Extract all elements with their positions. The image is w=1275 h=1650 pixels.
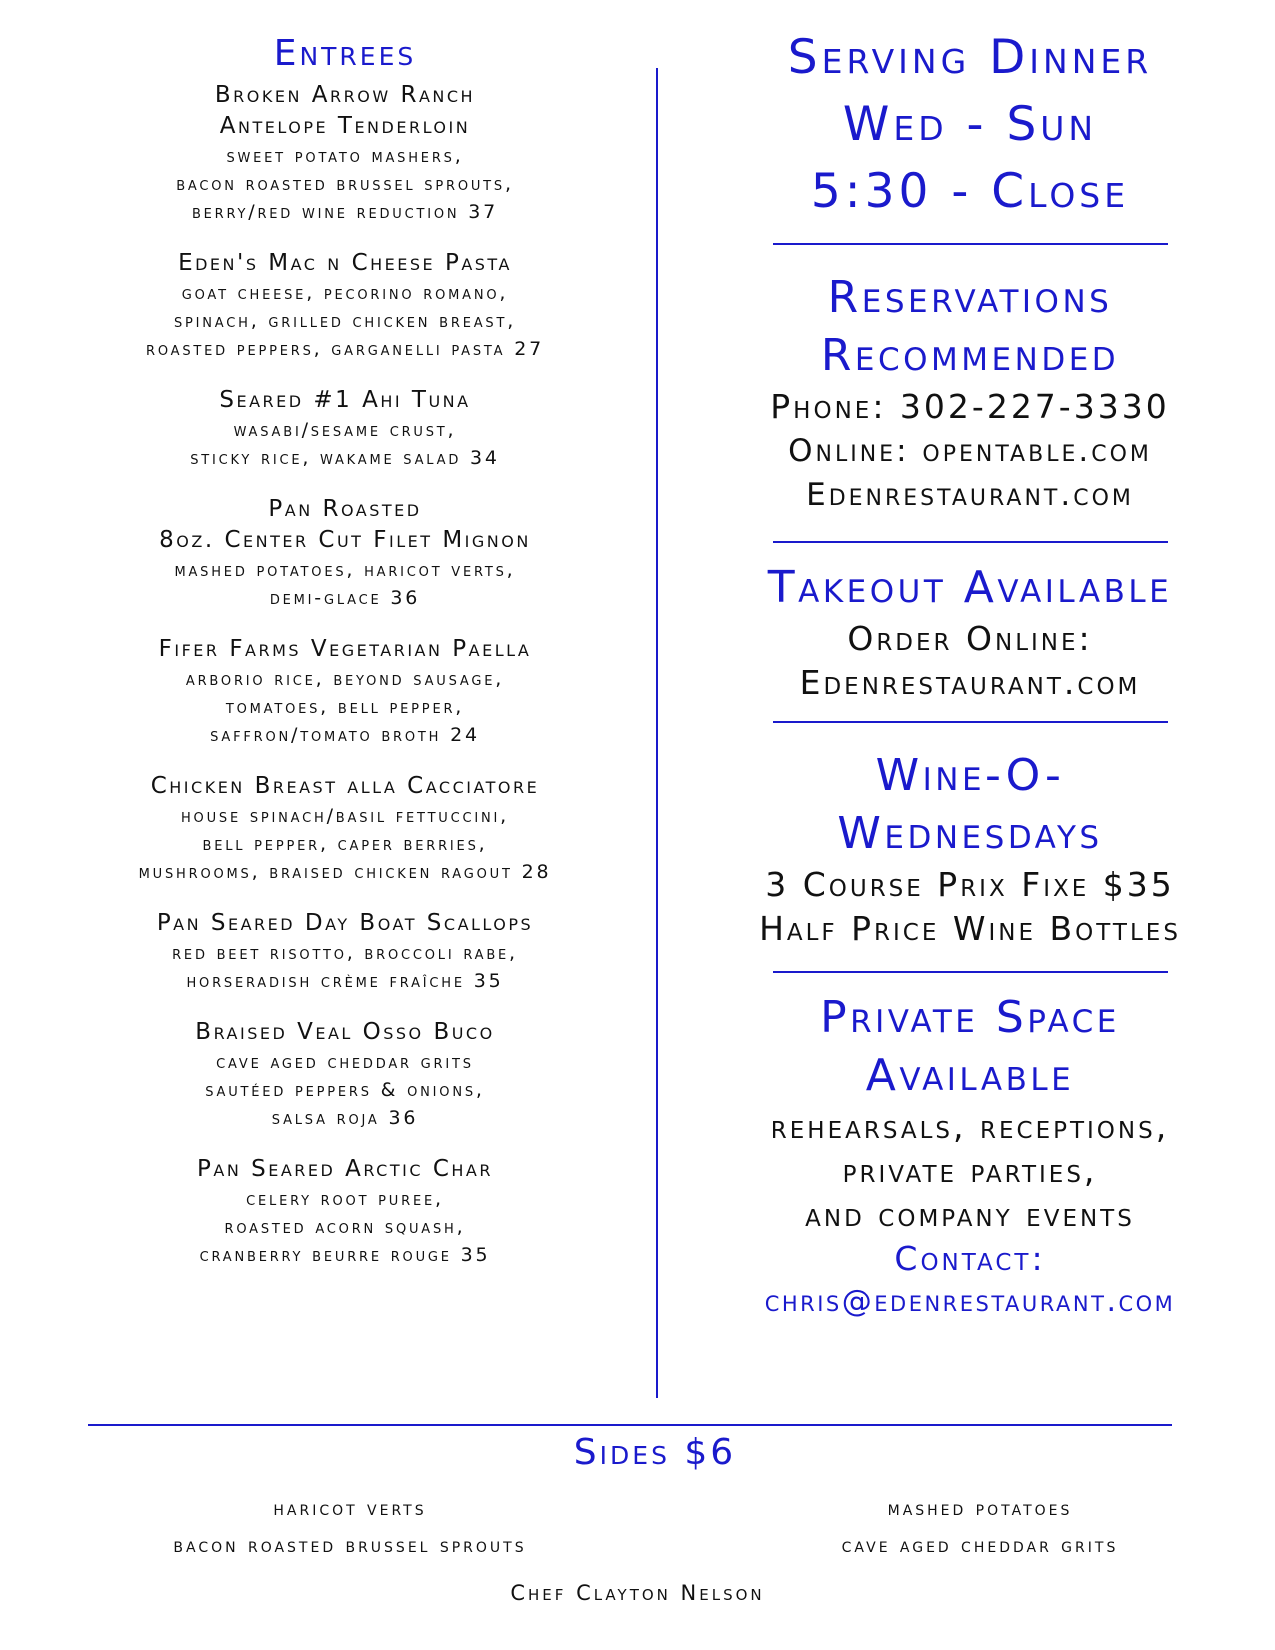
dish-description: red beet risotto, broccoli rabe, horseradish crème fraîche 35	[172, 942, 518, 992]
dish-description: sweet potato mashers, bacon roasted brussel sprouts, berry/red wine reduction 37	[176, 145, 514, 223]
wine-subheading: Wednesdays	[837, 808, 1103, 859]
menu-item	[40, 385, 650, 472]
dish-description: arborio rice, beyond sausage, tomatoes, bell pepper, saffron/tomato broth 24	[185, 668, 505, 746]
side-item: mashed potatoes	[887, 1496, 1073, 1520]
menu-item	[40, 248, 650, 363]
private-events-line3: and company events	[805, 1195, 1135, 1234]
dish-name: Pan Seared Arctic Char	[197, 1156, 493, 1182]
private-events-line1: rehearsals, receptions,	[770, 1107, 1170, 1146]
sides-heading: Sides $6	[573, 1432, 737, 1473]
dish-name: Chicken Breast alla Cacciatore	[150, 773, 540, 799]
dish-description: goat cheese, pecorino romano, spinach, grilled chicken breast, roasted peppers, garganelli pasta 27	[146, 282, 544, 360]
dish-name: Eden's Mac n Cheese Pasta	[178, 250, 512, 276]
dish-description: cave aged cheddar grits sautéed peppers & onions, salsa roja 36	[205, 1051, 485, 1129]
menu-item	[40, 1017, 650, 1132]
reservations-phone: Phone: 302-227-3330	[770, 387, 1170, 426]
dish-description: wasabi/sesame crust, sticky rice, wakame salad 34	[190, 419, 500, 469]
dish-name: Pan Seared Day Boat Scallops	[156, 910, 534, 936]
reservations-website: Edenrestaurant.com	[806, 477, 1134, 513]
dish-name: Fifer Farms Vegetarian Paella	[158, 636, 532, 662]
menu-item	[40, 494, 650, 612]
serving-days: Wed - Sun	[842, 97, 1098, 152]
serving-days-heading: Serving Dinner	[787, 30, 1153, 85]
menu-item	[40, 634, 650, 749]
takeout-website: Edenrestaurant.com	[799, 663, 1141, 702]
sides-list-right	[700, 1490, 1260, 1564]
menu-item	[40, 1154, 650, 1269]
dish-name: Braised Veal Osso Buco	[195, 1019, 495, 1045]
entrees-column	[40, 28, 650, 1291]
takeout-heading: Takeout Available	[767, 562, 1173, 613]
menu-item	[40, 80, 650, 226]
contact-email-link[interactable]: chris@edenrestaurant.com	[764, 1284, 1176, 1319]
dish-description: house spinach/basil fettuccini, bell pepper, caper berries, mushrooms, braised chicken ragout 28	[138, 805, 552, 883]
side-item: haricot verts	[273, 1496, 427, 1520]
dish-name: Seared #1 Ahi Tuna	[219, 387, 471, 413]
wine-prix-fixe: 3 Course Prix Fixe $35	[765, 865, 1175, 904]
dish-name: Pan Roasted 8oz. Center Cut Filet Mignon	[159, 496, 531, 553]
menu-item	[40, 771, 650, 886]
dish-description: mashed potatoes, haricot verts, demi-glace 36	[174, 559, 516, 609]
private-subheading: Available	[865, 1050, 1075, 1101]
serving-hours: 5:30 - Close	[810, 164, 1130, 219]
chef-credit: Chef Clayton Nelson	[510, 1581, 765, 1605]
dish-description: celery root puree, roasted acorn squash, cranberry beurre rouge 35	[199, 1188, 491, 1266]
private-heading: Private Space	[820, 992, 1120, 1043]
private-events-line2: private parties,	[842, 1151, 1098, 1190]
sides-divider	[88, 1424, 1172, 1426]
entrees-heading: Entrees	[273, 33, 417, 74]
reservations-subheading: Recommended	[820, 330, 1120, 381]
wine-heading: Wine-O-	[875, 750, 1065, 801]
takeout-order-label: Order Online:	[847, 619, 1093, 658]
side-item: cave aged cheddar grits	[841, 1533, 1119, 1557]
contact-label: Contact:	[894, 1239, 1046, 1278]
column-divider	[656, 68, 658, 1398]
side-item: bacon roasted brussel sprouts	[173, 1533, 527, 1557]
wine-bottles: Half Price Wine Bottles	[759, 909, 1181, 948]
reservations-online: Online: opentable.com	[788, 433, 1152, 469]
menu-item	[40, 908, 650, 995]
sides-list-left	[40, 1490, 660, 1564]
dish-name: Broken Arrow Ranch Antelope Tenderloin	[214, 82, 476, 139]
info-column	[670, 24, 1270, 1323]
reservations-heading: Reservations	[827, 272, 1113, 323]
